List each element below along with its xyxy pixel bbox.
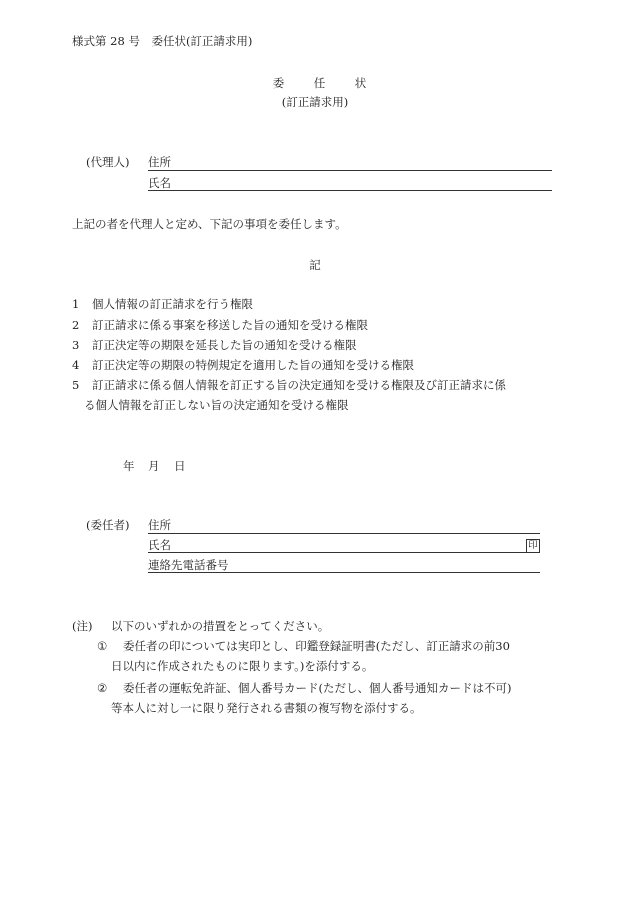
ki-heading: 記 xyxy=(309,258,321,272)
principal-address-field[interactable] xyxy=(148,533,540,534)
delegation-sentence: 上記の者を代理人と定め、下記の事項を委任します。 xyxy=(72,217,347,231)
agent-label: (代理人) xyxy=(86,155,130,169)
document-title: 委 任 状 xyxy=(272,76,376,90)
note-text-continuation: 等本人に対し一に限り発行される書類の複写物を添付する。 xyxy=(111,701,422,715)
date-year: 年 xyxy=(123,459,135,473)
document-subtitle: (訂正請求用) xyxy=(281,95,349,109)
agent-address-field[interactable] xyxy=(148,170,552,171)
list-item-number: 5 xyxy=(72,378,80,392)
agent-name-field[interactable] xyxy=(148,190,552,191)
form-number: 様式第 28 号 委任状(訂正請求用) xyxy=(72,34,253,48)
principal-name-field[interactable] xyxy=(148,552,540,553)
note-text: 委任者の運転免許証、個人番号カード(ただし、個人番号通知カードは不可) xyxy=(123,681,512,695)
list-item-continuation: る個人情報を訂正しない旨の決定通知を受ける権限 xyxy=(84,398,349,412)
principal-label: (委任者) xyxy=(86,518,130,532)
principal-address-label: 住所 xyxy=(148,518,171,532)
principal-phone-label: 連絡先電話番号 xyxy=(148,558,229,572)
list-item-number: 2 xyxy=(72,318,80,332)
date-day: 日 xyxy=(174,459,186,473)
seal-mark: 印 xyxy=(526,539,540,553)
note-text: 委任者の印については実印とし、印鑑登録証明書(ただし、訂正請求の前30 xyxy=(123,639,510,653)
list-item: 個人情報の訂正請求を行う権限 xyxy=(92,297,253,311)
principal-phone-field[interactable] xyxy=(148,572,540,573)
list-item: 訂正決定等の期限の特例規定を適用した旨の通知を受ける権限 xyxy=(92,358,414,372)
list-item-number: 3 xyxy=(72,338,80,352)
notes-label: (注) xyxy=(72,619,93,633)
notes-intro: 以下のいずれかの措置をとってください。 xyxy=(111,619,330,633)
list-item-number: 4 xyxy=(72,358,80,372)
agent-address-label: 住所 xyxy=(148,155,171,169)
list-item: 訂正決定等の期限を延長した旨の通知を受ける権限 xyxy=(92,338,357,352)
principal-name-label: 氏名 xyxy=(148,538,171,552)
note-text-continuation: 日以内に作成されたものに限ります。)を添付する。 xyxy=(111,659,374,673)
note-marker: ① xyxy=(97,639,108,653)
date-month: 月 xyxy=(148,459,160,473)
list-item: 訂正請求に係る個人情報を訂正する旨の決定通知を受ける権限及び訂正請求に係 xyxy=(92,378,506,392)
list-item-number: 1 xyxy=(72,297,80,311)
agent-name-label: 氏名 xyxy=(148,176,171,190)
note-marker: ② xyxy=(97,681,108,695)
list-item: 訂正請求に係る事案を移送した旨の通知を受ける権限 xyxy=(92,318,368,332)
